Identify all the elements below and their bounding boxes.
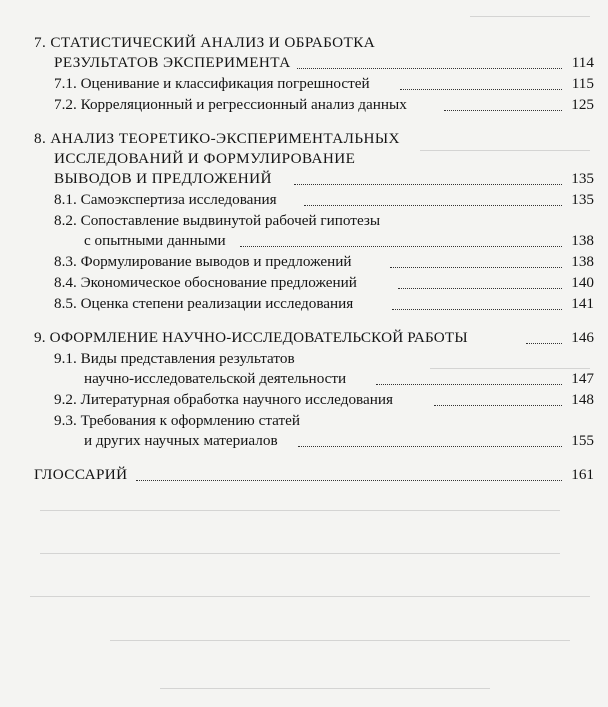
section-title: 8.5. Оценка степени реализации исследования [54,295,354,312]
toc-entry-9-2[interactable] [0,389,608,411]
section-title: 8.1. Самоэкспертиза исследования [54,191,277,208]
chapter-title: 7. СТАТИСТИЧЕСКИЙ АНАЛИЗ И ОБРАБОТКА [34,34,376,51]
toc-entry-glossary[interactable] [0,464,608,486]
page-number: 135 [571,191,594,208]
toc-entry-7-1[interactable] [0,73,608,95]
page-number: 125 [571,96,594,113]
chapter-title: ИССЛЕДОВАНИЙ И ФОРМУЛИРОВАНИЕ [54,150,356,167]
toc-entry-8-5[interactable] [0,293,608,315]
toc-entry-9-3-line1[interactable] [0,410,608,432]
leader-dots [444,110,562,111]
section-title: научно-исследовательской деятельности [84,370,347,387]
toc-entry-8-1[interactable] [0,189,608,211]
chapter-title: 8. АНАЛИЗ ТЕОРЕТИКО-ЭКСПЕРИМЕНТАЛЬНЫХ [34,130,400,147]
toc-entry-7-2[interactable] [0,94,608,116]
chapter-title: РЕЗУЛЬТАТОВ ЭКСПЕРИМЕНТА [54,54,291,71]
section-title: 8.4. Экономическое обоснование предложений [54,274,357,291]
toc-entry-ch7-line1[interactable] [0,32,608,54]
page-number: 155 [571,432,594,449]
page-number: 141 [571,295,594,312]
toc-entry-8-3[interactable] [0,251,608,273]
page-number: 140 [571,274,594,291]
chapter-title: ВЫВОДОВ И ПРЕДЛОЖЕНИЙ [54,170,272,187]
toc-entry-9-3-line2[interactable] [0,430,608,452]
page-number: 135 [571,170,594,187]
show-through-line [110,640,570,641]
page-number: 138 [571,253,594,270]
show-through-line [40,553,560,554]
section-title: с опытными данными [84,232,226,249]
leader-dots [526,343,562,344]
toc-entry-ch7-line2[interactable] [0,52,608,74]
leader-dots [304,205,562,206]
page-number: 114 [571,54,594,71]
page-number: 115 [571,75,594,92]
leader-dots [434,405,562,406]
section-title: 9.3. Требования к оформлению статей [54,412,300,429]
section-title: 9.1. Виды представления результатов [54,350,295,367]
leader-dots [297,68,562,69]
page-number: 147 [571,370,594,387]
toc-entry-8-4[interactable] [0,272,608,294]
page-number: 161 [571,466,594,483]
page-number: 138 [571,232,594,249]
leader-dots [398,288,562,289]
toc-entry-ch8-line3[interactable] [0,168,608,190]
leader-dots [400,89,562,90]
chapter-title: 9. ОФОРМЛЕНИЕ НАУЧНО-ИССЛЕДОВАТЕЛЬСКОЙ РАБОТЫ [34,329,468,346]
section-title: 9.2. Литературная обработка научного исследования [54,391,393,408]
section-title: 7.1. Оценивание и классификация погрешностей [54,75,370,92]
show-through-line [40,510,560,511]
toc-entry-ch9[interactable] [0,327,608,349]
toc-entry-9-1-line2[interactable] [0,368,608,390]
leader-dots [298,446,562,447]
leader-dots [390,267,562,268]
section-title: 8.3. Формулирование выводов и предложений [54,253,352,270]
leader-dots [240,246,562,247]
leader-dots [294,184,562,185]
toc-entry-ch8-line1[interactable] [0,128,608,150]
chapter-title: ГЛОССАРИЙ [34,466,128,483]
toc-entry-8-2-line2[interactable] [0,230,608,252]
show-through-line [160,688,490,689]
show-through-line [30,596,590,597]
toc-entry-8-2-line1[interactable] [0,210,608,232]
page-number: 146 [571,329,594,346]
toc-entry-ch8-line2[interactable] [0,148,608,170]
toc-entry-9-1-line1[interactable] [0,348,608,370]
leader-dots [136,480,562,481]
section-title: и других научных материалов [84,432,278,449]
leader-dots [392,309,562,310]
show-through-line [470,16,590,17]
page-number: 148 [571,391,594,408]
leader-dots [376,384,562,385]
section-title: 8.2. Сопоставление выдвинутой рабочей гипотезы [54,212,381,229]
section-title: 7.2. Корреляционный и регрессионный анализ данных [54,96,407,113]
